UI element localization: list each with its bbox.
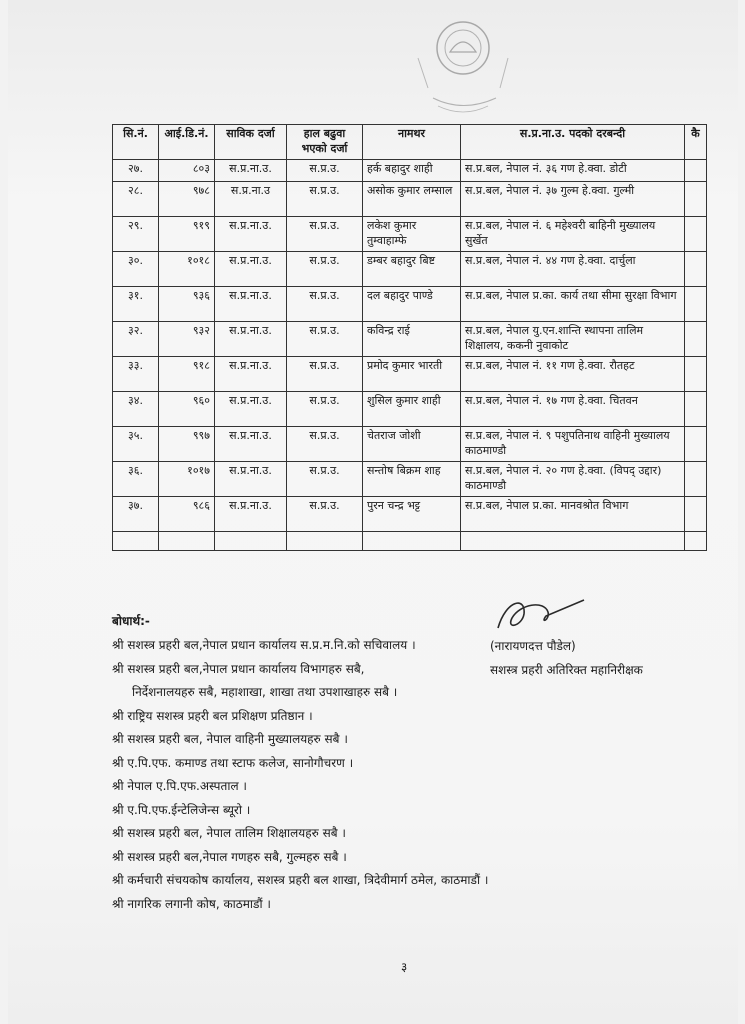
cell-promoted-rank: स.प्र.उ. xyxy=(287,160,363,182)
cell-name: पुरन चन्द्र भट्ट xyxy=(363,497,461,532)
cell-serial: ३१. xyxy=(113,287,159,322)
cell-posting: स.प्र.बल, नेपाल नं. १७ गण हे.क्वा. चितवन xyxy=(461,392,685,427)
table-row xyxy=(113,322,707,357)
cell-previous-rank: स.प्र.ना.उ. xyxy=(215,252,287,287)
cell-id: ९९७ xyxy=(159,427,215,462)
list-item: श्री सशस्त्र प्रहरी बल,नेपाल प्रधान कार्यालय स.प्र.म.नि.को सचिवालय । xyxy=(112,638,416,652)
cell-name: कविन्द्र राई xyxy=(363,322,461,357)
cell-serial: २९. xyxy=(113,217,159,252)
list-item: श्री ए.पि.एफ. कमाण्ड तथा स्टाफ कलेज, सानोगौचरण । xyxy=(112,755,354,770)
signature-scribble xyxy=(486,590,596,638)
cell-id: ९१९ xyxy=(159,217,215,252)
cell-previous-rank: स.प्र.ना.उ. xyxy=(215,160,287,182)
cell-previous-rank: स.प्र.ना.उ. xyxy=(215,427,287,462)
cell-promoted-rank: स.प्र.उ. xyxy=(287,287,363,322)
header-remarks: कै xyxy=(685,125,707,160)
list-item: श्री ए.पि.एफ.ईन्टेलिजेन्स ब्यूरो । xyxy=(112,802,251,817)
table-header-row xyxy=(113,125,707,160)
cell-serial: ३५. xyxy=(113,427,159,462)
table-row xyxy=(113,497,707,532)
cell-posting: स.प्र.बल, नेपाल प्र.का. कार्य तथा सीमा सुरक्षा विभाग xyxy=(461,287,685,322)
cell-posting: स.प्र.बल, नेपाल यु.एन.शान्ति स्थापना तालिम शिक्षालय, ककनी नुवाकोट xyxy=(461,322,685,357)
cell-promoted-rank: स.प्र.उ. xyxy=(287,252,363,287)
cell-serial: ३६. xyxy=(113,462,159,497)
table-row xyxy=(113,357,707,392)
cell-previous-rank: स.प्र.ना.उ. xyxy=(215,217,287,252)
cell-posting: स.प्र.बल, नेपाल नं. ३७ गुल्म हे.क्वा. गुल्मी xyxy=(461,182,685,217)
cell-promoted-rank: स.प्र.उ. xyxy=(287,427,363,462)
cell-promoted-rank: स.प्र.उ. xyxy=(287,497,363,532)
cell-name: सन्तोष बिक्रम शाह xyxy=(363,462,461,497)
cell-previous-rank: स.प्र.ना.उ. xyxy=(215,287,287,322)
table-row xyxy=(113,182,707,217)
list-item: श्री नेपाल ए.पि.एफ.अस्पताल । xyxy=(112,779,247,793)
cell-promoted-rank: स.प्र.उ. xyxy=(287,182,363,217)
list-item: श्री सशस्त्र प्रहरी बल, नेपाल वाहिनी मुख्यालयहरु सबै । xyxy=(112,732,348,746)
table-row xyxy=(113,392,707,427)
cell-id: ९६० xyxy=(159,392,215,427)
cell-posting: स.प्र.बल, नेपाल नं. ११ गण हे.क्वा. रौतहट xyxy=(461,357,685,392)
signatory-title: सशस्त्र प्रहरी अतिरिक्त महानिरीक्षक xyxy=(490,663,643,677)
cell-remarks xyxy=(685,287,707,322)
list-item: श्री नागरिक लगानी कोष, काठमाडौं । xyxy=(112,896,271,911)
header-previous-rank: साविक दर्जा xyxy=(215,125,287,160)
cell-serial: २७. xyxy=(113,160,159,182)
cell-name: हर्क बहादुर शाही xyxy=(363,160,461,182)
cell-posting: स.प्र.बल, नेपाल प्र.का. मानवश्रोत विभाग xyxy=(461,497,685,532)
cell-previous-rank: स.प्र.ना.उ. xyxy=(215,322,287,357)
cell-id: ९१८ xyxy=(159,357,215,392)
cell-posting: स.प्र.बल, नेपाल नं. ३६ गण हे.क्वा. डोटी xyxy=(461,160,685,182)
cell-name: चेतराज जोशी xyxy=(363,427,461,462)
cell-remarks xyxy=(685,217,707,252)
cell-id: ९३२ xyxy=(159,322,215,357)
cell-previous-rank: स.प्र.ना.उ. xyxy=(215,357,287,392)
cell-id: १०१८ xyxy=(159,252,215,287)
cell-remarks xyxy=(685,462,707,497)
cell-previous-rank: स.प्र.ना.उ. xyxy=(215,497,287,532)
cell-remarks xyxy=(685,252,707,287)
cell-remarks xyxy=(685,497,707,532)
cell-id: ९३६ xyxy=(159,287,215,322)
table-row xyxy=(113,160,707,182)
cell-id: ९७८ xyxy=(159,182,215,217)
cell-promoted-rank: स.प्र.उ. xyxy=(287,392,363,427)
list-item: श्री राष्ट्रिय सशस्त्र प्रहरी बल प्रशिक्षण प्रतिष्ठान । xyxy=(112,708,313,723)
header-posting: स.प्र.ना.उ. पदको दरबन्दी xyxy=(461,125,685,160)
header-id: आई.डि.नं. xyxy=(159,125,215,160)
cell-promoted-rank: स.प्र.उ. xyxy=(287,357,363,392)
table-row-empty xyxy=(113,532,707,551)
table-row xyxy=(113,252,707,287)
cell-remarks xyxy=(685,427,707,462)
cell-posting: स.प्र.बल, नेपाल नं. ४४ गण हे.क्वा. दार्चुला xyxy=(461,252,685,287)
cell-name: लकेश कुमार तुम्वाहाम्फे xyxy=(363,217,461,252)
cell-id: १०१७ xyxy=(159,462,215,497)
cell-name: असोक कुमार लम्साल xyxy=(363,182,461,217)
document-page xyxy=(8,0,738,1024)
table-row xyxy=(113,217,707,252)
table-row xyxy=(113,287,707,322)
list-item: निर्देशनालयहरु सबै, महाशाखा, शाखा तथा उपशाखाहरु सबै । xyxy=(132,685,398,699)
table-row xyxy=(113,462,707,497)
list-item: श्री सशस्त्र प्रहरी बल,नेपाल गणहरु सबै, गुल्महरु सबै । xyxy=(112,849,347,864)
cell-name: डम्बर बहादुर बिष्ट xyxy=(363,252,461,287)
page-number: ३ xyxy=(401,960,408,974)
recipient-list xyxy=(112,634,712,916)
cell-serial: ३४. xyxy=(113,392,159,427)
cell-previous-rank: स.प्र.ना.उ. xyxy=(215,462,287,497)
cell-remarks xyxy=(685,322,707,357)
cell-name: प्रमोद कुमार भारती xyxy=(363,357,461,392)
cell-promoted-rank: स.प्र.उ. xyxy=(287,462,363,497)
cell-id: ९८६ xyxy=(159,497,215,532)
cell-serial: ३०. xyxy=(113,252,159,287)
cell-remarks xyxy=(685,392,707,427)
signatory-name: (नारायणदत्त पौडेल) xyxy=(490,639,576,653)
cell-promoted-rank: स.प्र.उ. xyxy=(287,217,363,252)
cell-name: शुसिल कुमार शाही xyxy=(363,392,461,427)
header-promoted-rank: हाल बढुवा भएको दर्जा xyxy=(287,125,363,160)
cell-remarks xyxy=(685,160,707,182)
cell-name: दल बहादुर पाण्डे xyxy=(363,287,461,322)
header-name: नामथर xyxy=(363,125,461,160)
cell-remarks xyxy=(685,182,707,217)
cell-serial: ३३. xyxy=(113,357,159,392)
cell-id: ८०३ xyxy=(159,160,215,182)
cell-posting: स.प्र.बल, नेपाल नं. २० गण हे.क्वा. (विपद् उद्दार) काठमाण्डौ xyxy=(461,462,685,497)
cell-previous-rank: स.प्र.ना.उ xyxy=(215,182,287,217)
header-serial: सि.नं. xyxy=(113,125,159,160)
cell-remarks xyxy=(685,357,707,392)
cell-serial: २८. xyxy=(113,182,159,217)
promotion-table xyxy=(112,124,707,551)
bodhartha-title: बोधार्थ:- xyxy=(112,614,150,628)
list-item: श्री सशस्त्र प्रहरी बल,नेपाल प्रधान कार्यालय विभागहरु सबै, xyxy=(112,661,365,676)
cell-posting: स.प्र.बल, नेपाल नं. ६ महेश्वरी बाहिनी मुख्यालय सुर्खेत xyxy=(461,217,685,252)
list-item: श्री सशस्त्र प्रहरी बल, नेपाल तालिम शिक्षालयहरु सबै । xyxy=(112,826,346,840)
cell-promoted-rank: स.प्र.उ. xyxy=(287,322,363,357)
cell-serial: ३२. xyxy=(113,322,159,357)
cell-posting: स.प्र.बल, नेपाल नं. ९ पशुपतिनाथ वाहिनी मुख्यालय काठमाण्डौ xyxy=(461,427,685,462)
table-row xyxy=(113,427,707,462)
cell-previous-rank: स.प्र.ना.उ. xyxy=(215,392,287,427)
cell-serial: ३७. xyxy=(113,497,159,532)
list-item: श्री कर्मचारी संचयकोष कार्यालय, सशस्त्र प्रहरी बल शाखा, त्रिदेवीमार्ग ठमेल, काठमाडौं । xyxy=(112,873,489,887)
office-seal-stamp xyxy=(408,18,518,118)
